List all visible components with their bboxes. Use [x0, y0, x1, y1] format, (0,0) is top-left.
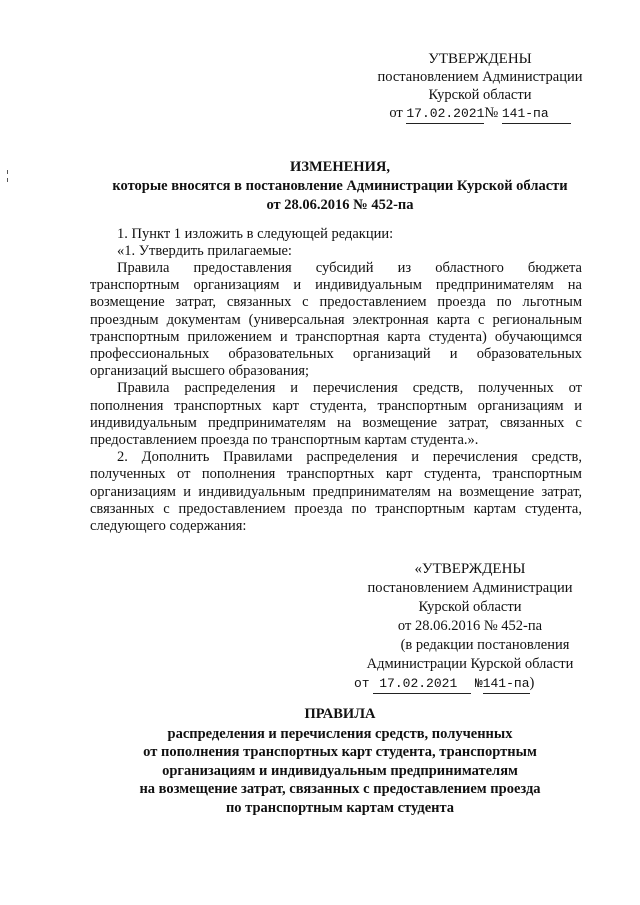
- document-body: [117, 226, 582, 260]
- rules-line: от пополнения транспортных карт студента, транспортным: [143, 744, 537, 760]
- changes-heading: ИЗМЕНЕНИЯ,: [290, 159, 390, 175]
- rules-line: организациям и индивидуальным предпринимателям: [162, 762, 518, 779]
- approval-line: Курской области: [428, 87, 532, 103]
- date-prefix: от: [354, 676, 370, 691]
- changes-line: от 28.06.2016 № 452-па: [266, 197, 414, 213]
- rules-heading: ПРАВИЛА: [304, 706, 376, 722]
- paragraph: [90, 398, 582, 450]
- approval-heading: УТВЕРЖДЕНЫ: [428, 51, 532, 67]
- approval-heading: «УТВЕРЖДЕНЫ: [414, 561, 526, 577]
- margin-mark: [7, 178, 8, 182]
- approval-line: Администрации Курской области: [366, 656, 574, 672]
- paragraph: [90, 277, 582, 380]
- paragraph: [90, 260, 582, 277]
- approval-number: 141-па: [483, 674, 530, 694]
- approval-date: 17.02.2021: [406, 105, 484, 124]
- changes-line: которые вносятся в постановление Администрации Курской области: [112, 178, 568, 194]
- paragraph-text: транспортным организациям и индивидуальным предпринимателям на возмещение затрат, связанных с предоставлением проезда по льготным проездным документам (универсальная электронная карта с региональным транспортным приложением и транспортная карта студента) обучающимся профессиональных образовательных организаций и образовательных организаций высшего образования;: [90, 277, 582, 380]
- number-sign: №: [474, 676, 483, 691]
- approval-block-top: [370, 50, 590, 124]
- date-prefix: от: [389, 105, 403, 121]
- paragraph-text: 1. Пункт 1 изложить в следующей редакции:: [117, 226, 394, 242]
- paragraph: [90, 380, 582, 397]
- approval-line: (в редакции постановления: [400, 637, 570, 653]
- approval-line: Курской области: [418, 599, 522, 615]
- paragraph-text: полученных от пополнения транспортных карт студента, транспортным организациям и индивидуальным предпринимателям на возмещение затрат, связанных с предоставлением проезда по транспортным картам студента, следующего содержания:: [90, 466, 582, 535]
- paragraph: [90, 466, 582, 535]
- approval-date: 17.02.2021: [373, 674, 471, 694]
- approval-date-line: [370, 104, 590, 124]
- approval-line: от 28.06.2016 № 452-па: [397, 618, 543, 634]
- rules-title: [90, 705, 590, 817]
- paragraph-text: Правила предоставления субсидий из областного бюджета: [117, 260, 582, 276]
- rules-line: распределения и перечисления средств, полученных: [167, 725, 513, 742]
- paragraph-text: пополнения транспортных карт студента, транспортным организациям и индивидуальным предпринимателям на возмещение затрат, связанных с предоставлением проезда по транспортным картам студента.».: [90, 397, 582, 449]
- rules-line: по транспортным картам студента: [225, 799, 455, 816]
- document-body-main: [90, 260, 582, 535]
- rules-line: на возмещение затрат, связанных с предоставлением проезда: [139, 781, 541, 797]
- approval-line: постановлением Администрации: [377, 69, 583, 85]
- closing-paren: ): [529, 675, 535, 691]
- number-sign: №: [484, 105, 499, 121]
- paragraph: [90, 449, 582, 466]
- approval-block-inner: [350, 560, 590, 694]
- approval-line: постановлением Администрации: [367, 580, 573, 596]
- changes-title: [90, 158, 590, 215]
- paragraph: [117, 226, 582, 243]
- margin-mark: [7, 170, 8, 174]
- approval-date-line: [350, 674, 590, 694]
- approval-number: 141-па: [502, 105, 571, 124]
- paragraph-text: 2. Дополнить Правилами распределения и перечисления средств,: [117, 449, 582, 466]
- paragraph-text: «1. Утвердить прилагаемые:: [117, 243, 292, 260]
- paragraph: [117, 243, 582, 260]
- paragraph-text: Правила распределения и перечисления средств, полученных от: [117, 380, 582, 397]
